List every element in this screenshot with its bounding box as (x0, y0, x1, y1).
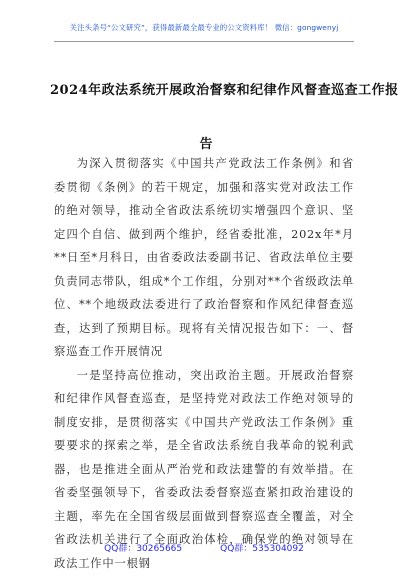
document-title-line-2: 告 (199, 137, 213, 152)
body-paragraph: 一是坚持高位推动，突出政治主题。开展政治督察和纪律作风督查巡查，是坚持党对政法工作绝对领导的制度安排，是贯彻落实《中国共产党政法工作条例》重要要求的探索之举，是全省政法系统自我革命的锐利武器，也是推进全面从严治党和政法建警的有效举措。在省委坚强领导下，省委政法委督察巡查紧扣政治建设的主题，率先在全国省级层面做到督察巡查全覆盖，对全省政法机关进行了全面政治体检，确保党的绝对领导在政法工作中一根钢 (54, 368, 354, 570)
header-banner: 关注头条号“公文研究”，获得最新最全最专业的公文资料库！ 微信：gongwenyj (69, 23, 339, 32)
footer (0, 541, 408, 554)
body-paragraph: 为深入贯彻落实《中国共产党政法工作条例》和省委贯彻《条例》的若干规定，加强和落实党对政法工作的绝对领导，推动全省政法系统切实增强四个意识、坚定四个自信、做到两个维护，经省委批准，202x年*月**日至*月科日，由省委政法委副书记、省政法单位主要负责同志带队，组成*个工作组，分别对**个省级政法单位、**个地级政法委进行了政治督察和作风纪律督查巡查，达到了预期目标。现将有关情况报告如下：一、督察巡查工作开展情况 (54, 157, 354, 358)
footer-qq-group-left: QQ群：30265665 (104, 544, 183, 554)
footer-qq-group-right: QQ群：535304092 (220, 544, 304, 554)
header-divider (54, 41, 354, 42)
document-title-line-1: 2024年政法系统开展政治督察和纪律作风督查巡查工作报 (50, 83, 399, 98)
document-body (54, 152, 354, 575)
